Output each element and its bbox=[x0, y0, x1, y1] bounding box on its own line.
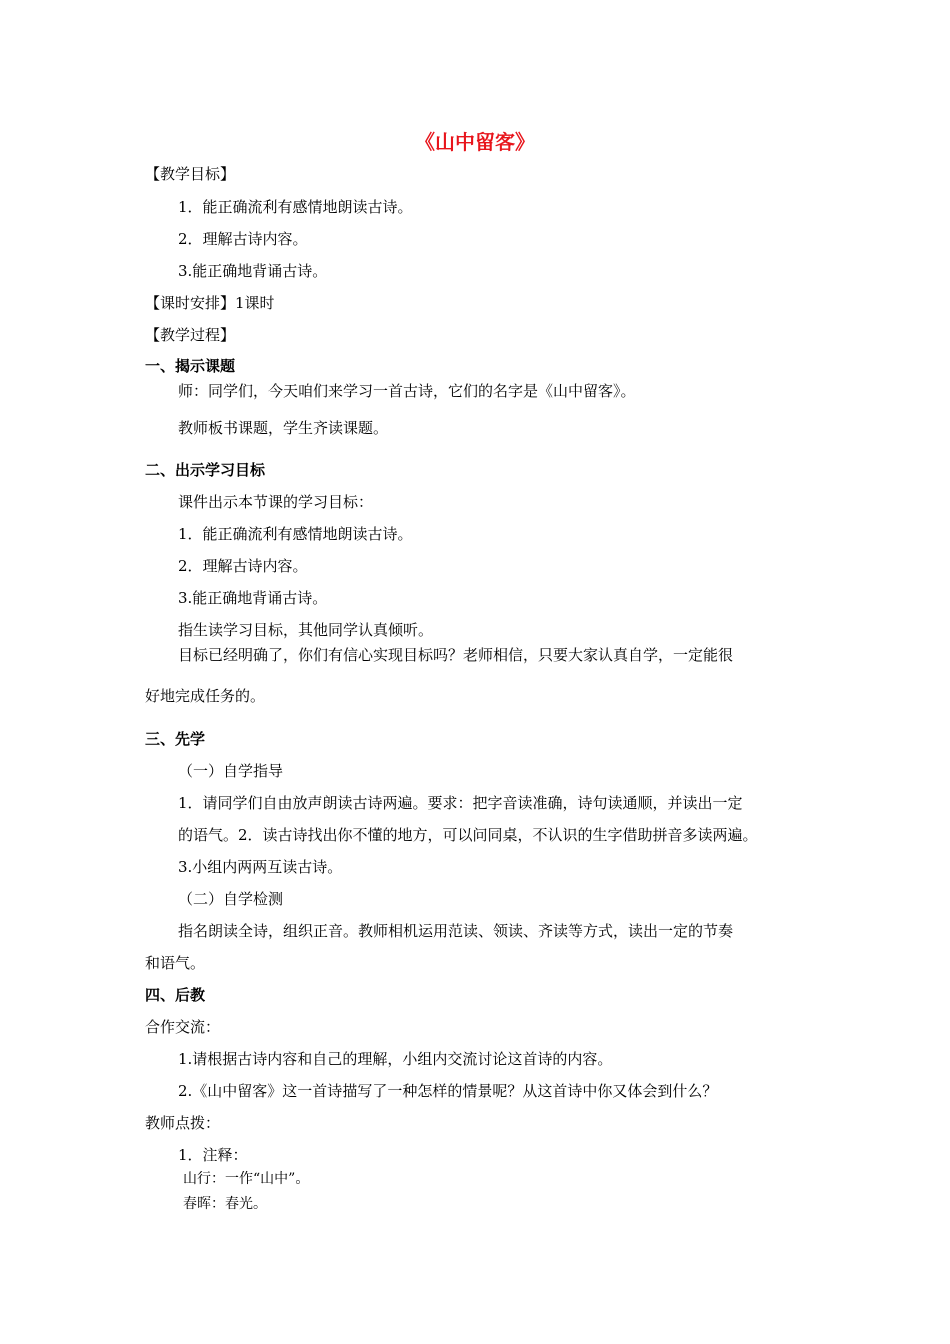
section-heading: 二、出示学习目标 bbox=[145, 461, 266, 479]
body-line: 教师点拨： bbox=[145, 1114, 221, 1132]
document-title: 《山中留客》 bbox=[415, 130, 535, 154]
objective-item: 3.能正确地背诵古诗。 bbox=[178, 262, 328, 280]
body-line: （一）自学指导 bbox=[178, 762, 284, 780]
section-heading: 四、后教 bbox=[145, 986, 206, 1004]
body-line: 和语气。 bbox=[145, 954, 206, 972]
body-line: 课件出示本节课的学习目标： bbox=[178, 493, 374, 511]
body-line: 合作交流： bbox=[145, 1018, 221, 1036]
body-line: 目标已经明确了，你们有信心实现目标吗？老师相信，只要大家认真自学，一定能很 bbox=[178, 646, 734, 664]
section-heading: 一、揭示课题 bbox=[145, 357, 236, 375]
body-line: 1．请同学们自由放声朗读古诗两遍。要求：把字音读准确，诗句读通顺，并读出一定 bbox=[178, 794, 743, 812]
body-line: 3.小组内两两互读古诗。 bbox=[178, 858, 343, 876]
process-heading: 【教学过程】 bbox=[145, 326, 236, 344]
body-line: 指名朗读全诗，组织正音。教师相机运用范读、领读、齐读等方式，读出一定的节奏 bbox=[178, 922, 734, 940]
body-line: 好地完成任务的。 bbox=[145, 687, 266, 705]
body-line: 1．注释： bbox=[178, 1146, 248, 1164]
annotation-line: 春晖：春光。 bbox=[183, 1196, 267, 1212]
body-line: 2．理解古诗内容。 bbox=[178, 557, 308, 575]
body-line: 的语气。2．读古诗找出你不懂的地方，可以问同桌，不认识的生字借助拼音多读两遍。 bbox=[178, 826, 758, 844]
section-heading: 三、先学 bbox=[145, 730, 206, 748]
body-line: 师：同学们，今天咱们来学习一首古诗，它们的名字是《山中留客》。 bbox=[178, 382, 636, 400]
objective-item: 2．理解古诗内容。 bbox=[178, 230, 308, 248]
body-line: （二）自学检测 bbox=[178, 890, 284, 908]
body-line: 教师板书课题，学生齐读课题。 bbox=[178, 419, 389, 437]
objective-item: 1．能正确流利有感情地朗读古诗。 bbox=[178, 198, 413, 216]
annotation-line: 山行：一作“山中”。 bbox=[183, 1171, 310, 1187]
body-line: 3.能正确地背诵古诗。 bbox=[178, 589, 328, 607]
body-line: 1．能正确流利有感情地朗读古诗。 bbox=[178, 525, 413, 543]
schedule-line: 【课时安排】1课时 bbox=[145, 294, 275, 312]
body-line: 2.《山中留客》这一首诗描写了一种怎样的情景呢？从这首诗中你又体会到什么？ bbox=[178, 1082, 718, 1100]
objectives-heading: 【教学目标】 bbox=[145, 165, 236, 183]
body-line: 1.请根据古诗内容和自己的理解，小组内交流讨论这首诗的内容。 bbox=[178, 1050, 613, 1068]
body-line: 指生读学习目标，其他同学认真倾听。 bbox=[178, 621, 434, 639]
